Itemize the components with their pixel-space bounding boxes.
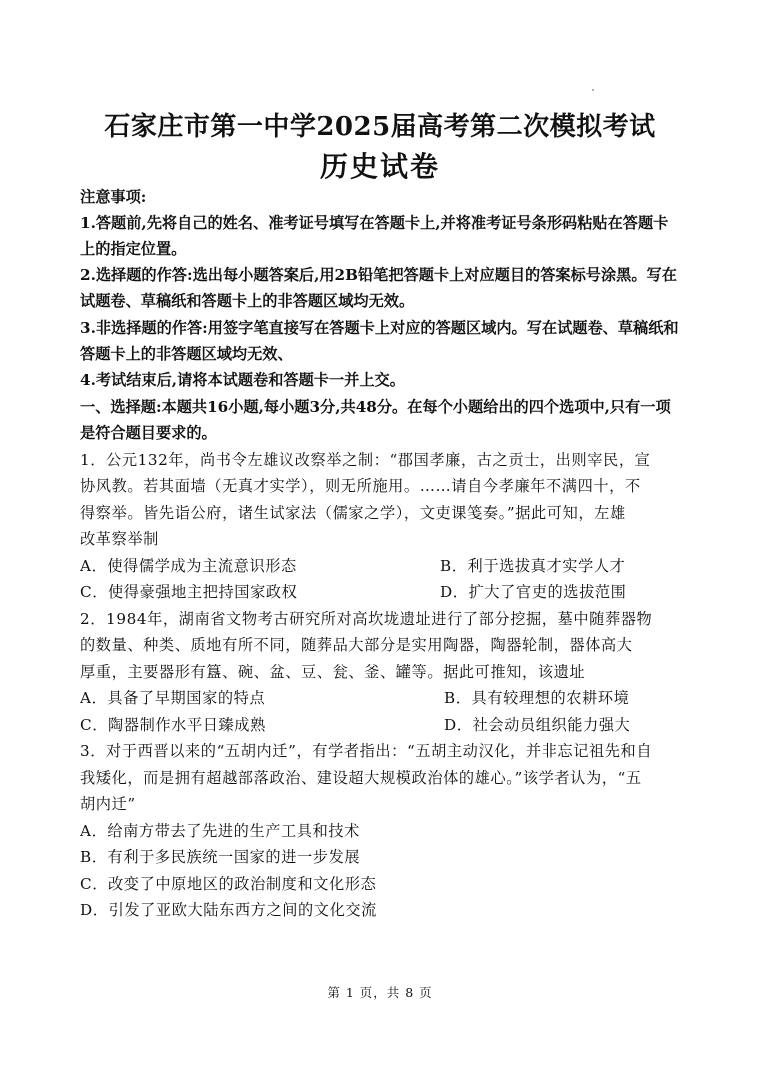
question-2-stem: 厚重，主要器形有簋、碗、盆、豆、瓮、釜、罐等。据此可推知，该遗址 xyxy=(80,663,586,681)
question-1-option-b: B．利于选拔真才实学人才 xyxy=(440,557,626,575)
question-3-option-a: A．给南方带去了先进的生产工具和技术 xyxy=(80,822,360,840)
question-3-stem: 我矮化，而是拥有超越部落政治、建设超大规模政治体的雄心。”该学者认为，“五 xyxy=(80,769,642,787)
page-footer: 第 1 页，共 8 页 xyxy=(327,985,433,1000)
question-1-option-a: A．使得儒学成为主流意识形态 xyxy=(80,557,297,575)
question-3-option-b: B．有利于多民族统一国家的进一步发展 xyxy=(80,848,361,866)
notice-line: 试题卷、草稿纸和答题卡上的非答题区域均无效。 xyxy=(80,292,415,310)
exam-title: 石家庄市第一中学2025届高考第二次模拟考试 xyxy=(104,112,656,142)
notice-line: 上的指定位置。 xyxy=(80,240,187,258)
notice-line: 4.考试结束后,请将本试题卷和答题卡一并上交。 xyxy=(80,371,405,389)
question-2-option-c: C．陶器制作水平日臻成熟 xyxy=(80,716,266,734)
question-1-stem: 协风教。若其面墙（无真才实学），则无所施用。……请自今孝廉年不满四十，不 xyxy=(80,477,641,495)
question-2-option-d: D．社会动员组织能力强大 xyxy=(444,716,631,734)
notice-line: 答题卡上的非答题区域均无效、 xyxy=(80,345,293,363)
question-1-stem: 1．公元132年，尚书令左雄议改察举之制：“郡国孝廉，古之贡士，出则宰民，宣 xyxy=(80,451,651,469)
notice-heading: 注意事项: xyxy=(80,188,147,206)
question-3-option-c: C．改变了中原地区的政治制度和文化形态 xyxy=(80,875,377,893)
question-1-stem: 改革察举制 xyxy=(80,530,159,548)
question-2-option-a: A．具备了早期国家的特点 xyxy=(80,689,266,707)
question-2-option-b: B．具有较理想的农耕环境 xyxy=(444,689,630,707)
section-heading: 是符合题目要求的。 xyxy=(80,424,217,442)
question-3-stem: 3．对于西晋以来的“五胡内迁”，有学者指出：“五胡主动汉化，并非忘记祖先和自 xyxy=(80,742,653,760)
question-2-stem: 2．1984年，湖南省文物考古研究所对高坎垅遗址进行了部分挖掘，墓中随葬器物 xyxy=(80,610,653,628)
question-1-option-d: D．扩大了官吏的选拔范围 xyxy=(440,583,627,601)
question-1-stem: 得察举。皆先诣公府，诸生试家法（儒家之学），文吏课笺奏。”据此可知，左雄 xyxy=(80,504,626,522)
notice-line: 2.选择题的作答:选出每小题答案后,用2B铅笔把答题卡上对应题目的答案标号涂黑。写在 xyxy=(80,266,677,284)
scan-speck xyxy=(592,89,594,91)
question-3-option-d: D．引发了亚欧大陆东西方之间的文化交流 xyxy=(80,901,377,919)
section-heading: 一、选择题:本题共16小题,每小题3分,共48分。在每个小题给出的四个选项中,只有一项 xyxy=(80,398,671,416)
notice-line: 1.答题前,先将自己的姓名、准考证号填写在答题卡上,并将准考证号条形码粘贴在答题卡 xyxy=(80,214,669,232)
question-3-stem: 胡内迁” xyxy=(80,795,136,813)
question-1-option-c: C．使得豪强地主把持国家政权 xyxy=(80,583,298,601)
question-2-stem: 的数量、种类、质地有所不同，随葬品大部分是实用陶器，陶器轮制，器体高大 xyxy=(80,636,633,654)
notice-line: 3.非选择题的作答:用签字笔直接写在答题卡上对应的答题区域内。写在试题卷、草稿纸和 xyxy=(80,319,679,337)
exam-subtitle: 历史试卷 xyxy=(319,150,440,183)
